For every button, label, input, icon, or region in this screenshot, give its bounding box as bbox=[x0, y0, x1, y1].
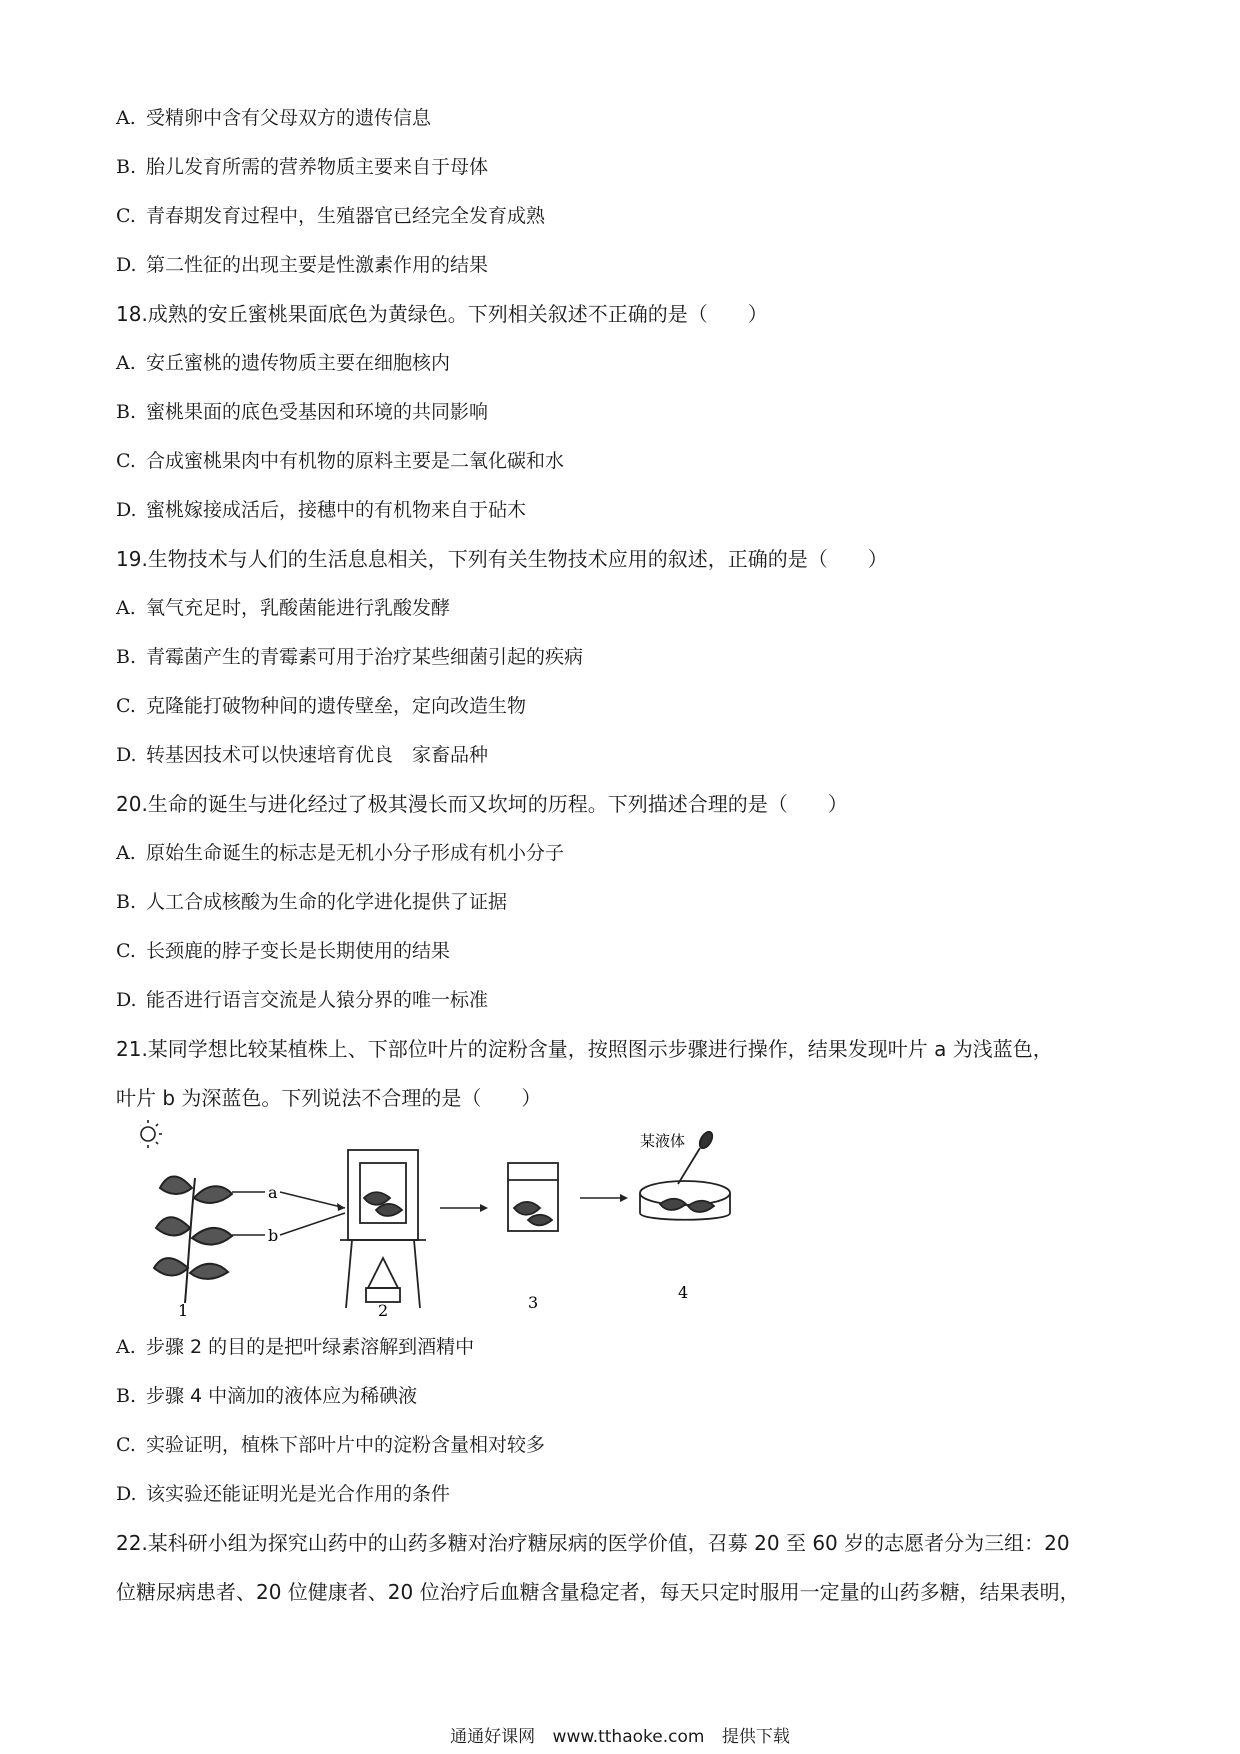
q21-option-a: A. 步骤 2 的目的是把叶绿素溶解到酒精中 bbox=[116, 1336, 475, 1358]
q17-option-d: D. 第二性征的出现主要是性激素作用的结果 bbox=[116, 254, 489, 276]
q19-stem: 19.生物技术与人们的生活息息相关，下列有关生物技术应用的叙述，正确的是（ ） bbox=[116, 547, 888, 571]
q21-option-c: C. 实验证明，植株下部叶片中的淀粉含量相对较多 bbox=[116, 1434, 546, 1456]
step-label-1: 1 bbox=[178, 1301, 189, 1318]
q19-option-c: C. 克隆能打破物种间的遗传壁垒，定向改造生物 bbox=[116, 695, 527, 717]
q20-option-a: A. 原始生命诞生的标志是无机小分子形成有机小分子 bbox=[116, 842, 565, 864]
q21-option-d: D. 该实验还能证明光是光合作用的条件 bbox=[116, 1483, 451, 1505]
q21-stem-line2: 叶片 b 为深蓝色。下列说法不合理的是（ ） bbox=[116, 1086, 542, 1110]
arrowhead-icon bbox=[620, 1194, 628, 1202]
rinse-beaker-illustration bbox=[508, 1163, 558, 1231]
step-label-3: 3 bbox=[528, 1293, 539, 1312]
footer-note: 提供下载 bbox=[721, 1727, 790, 1747]
leaf-label-a: a bbox=[268, 1183, 278, 1202]
arrowhead-icon bbox=[480, 1204, 488, 1212]
q20-stem: 20.生命的诞生与进化经过了极其漫长而又坎坷的历程。下列描述合理的是（ ） bbox=[116, 792, 848, 816]
water-bath-heating-illustration bbox=[340, 1150, 426, 1308]
footer-site-name: 通通好课网 bbox=[450, 1727, 536, 1747]
q18-option-b: B. 蜜桃果面的底色受基因和环境的共同影响 bbox=[116, 401, 489, 423]
q18-option-c: C. 合成蜜桃果肉中有机物的原料主要是二氧化碳和水 bbox=[116, 450, 565, 472]
page-footer bbox=[0, 1722, 1240, 1747]
q20-option-c: C. 长颈鹿的脖子变长是长期使用的结果 bbox=[116, 940, 451, 962]
leaf-label-b: b bbox=[268, 1226, 279, 1245]
step-label-2: 2 bbox=[378, 1301, 389, 1318]
q17-option-a: A. 受精卵中含有父母双方的遗传信息 bbox=[116, 107, 432, 129]
liquid-label: 某液体 bbox=[640, 1132, 686, 1150]
arrow-b-to-step2 bbox=[280, 1213, 345, 1235]
q18-stem: 18.成熟的安丘蜜桃果面底色为黄绿色。下列相关叙述不正确的是（ ） bbox=[116, 302, 768, 326]
q21-stem-line1: 21.某同学想比较某植株上、下部位叶片的淀粉含量，按照图示步骤进行操作，结果发现叶片 a 为浅蓝色， bbox=[116, 1037, 1053, 1061]
footer-url[interactable]: www.tthaoke.com bbox=[552, 1727, 705, 1747]
q17-option-c: C. 青春期发育过程中，生殖器官已经完全发育成熟 bbox=[116, 205, 546, 227]
q17-option-b: B. 胎儿发育所需的营养物质主要来自于母体 bbox=[116, 156, 489, 178]
q18-option-a: A. 安丘蜜桃的遗传物质主要在细胞核内 bbox=[116, 352, 451, 374]
step-label-4: 4 bbox=[678, 1283, 689, 1302]
q21-option-b: B. 步骤 4 中滴加的液体应为稀碘液 bbox=[116, 1385, 418, 1407]
sun-icon bbox=[140, 1120, 162, 1148]
q22-stem-line2: 位糖尿病患者、20 位健康者、20 位治疗后血糖含量稳定者，每天只定时服用一定量的山药多糖，结果表明， bbox=[116, 1580, 1080, 1604]
q19-option-b: B. 青霉菌产生的青霉素可用于治疗某些细菌引起的疾病 bbox=[116, 646, 584, 668]
q22-stem-line1: 22.某科研小组为探究山药中的山药多糖对治疗糖尿病的医学价值，召募 20 至 60 岁的志愿者分为三组：20 bbox=[116, 1531, 1070, 1555]
q19-option-a: A. 氧气充足时，乳酸菌能进行乳酸发酵 bbox=[116, 597, 451, 619]
q18-option-d: D. 蜜桃嫁接成活后，接穗中的有机物来自于砧木 bbox=[116, 499, 527, 521]
starch-experiment-figure bbox=[140, 1118, 780, 1318]
plant-illustration bbox=[154, 1176, 232, 1303]
q20-option-b: B. 人工合成核酸为生命的化学进化提供了证据 bbox=[116, 891, 508, 913]
q20-option-d: D. 能否进行语言交流是人猿分界的唯一标准 bbox=[116, 989, 489, 1011]
arrow-a-to-step2 bbox=[280, 1192, 345, 1208]
q19-option-d: D. 转基因技术可以快速培育优良 家畜品种 bbox=[116, 744, 489, 766]
